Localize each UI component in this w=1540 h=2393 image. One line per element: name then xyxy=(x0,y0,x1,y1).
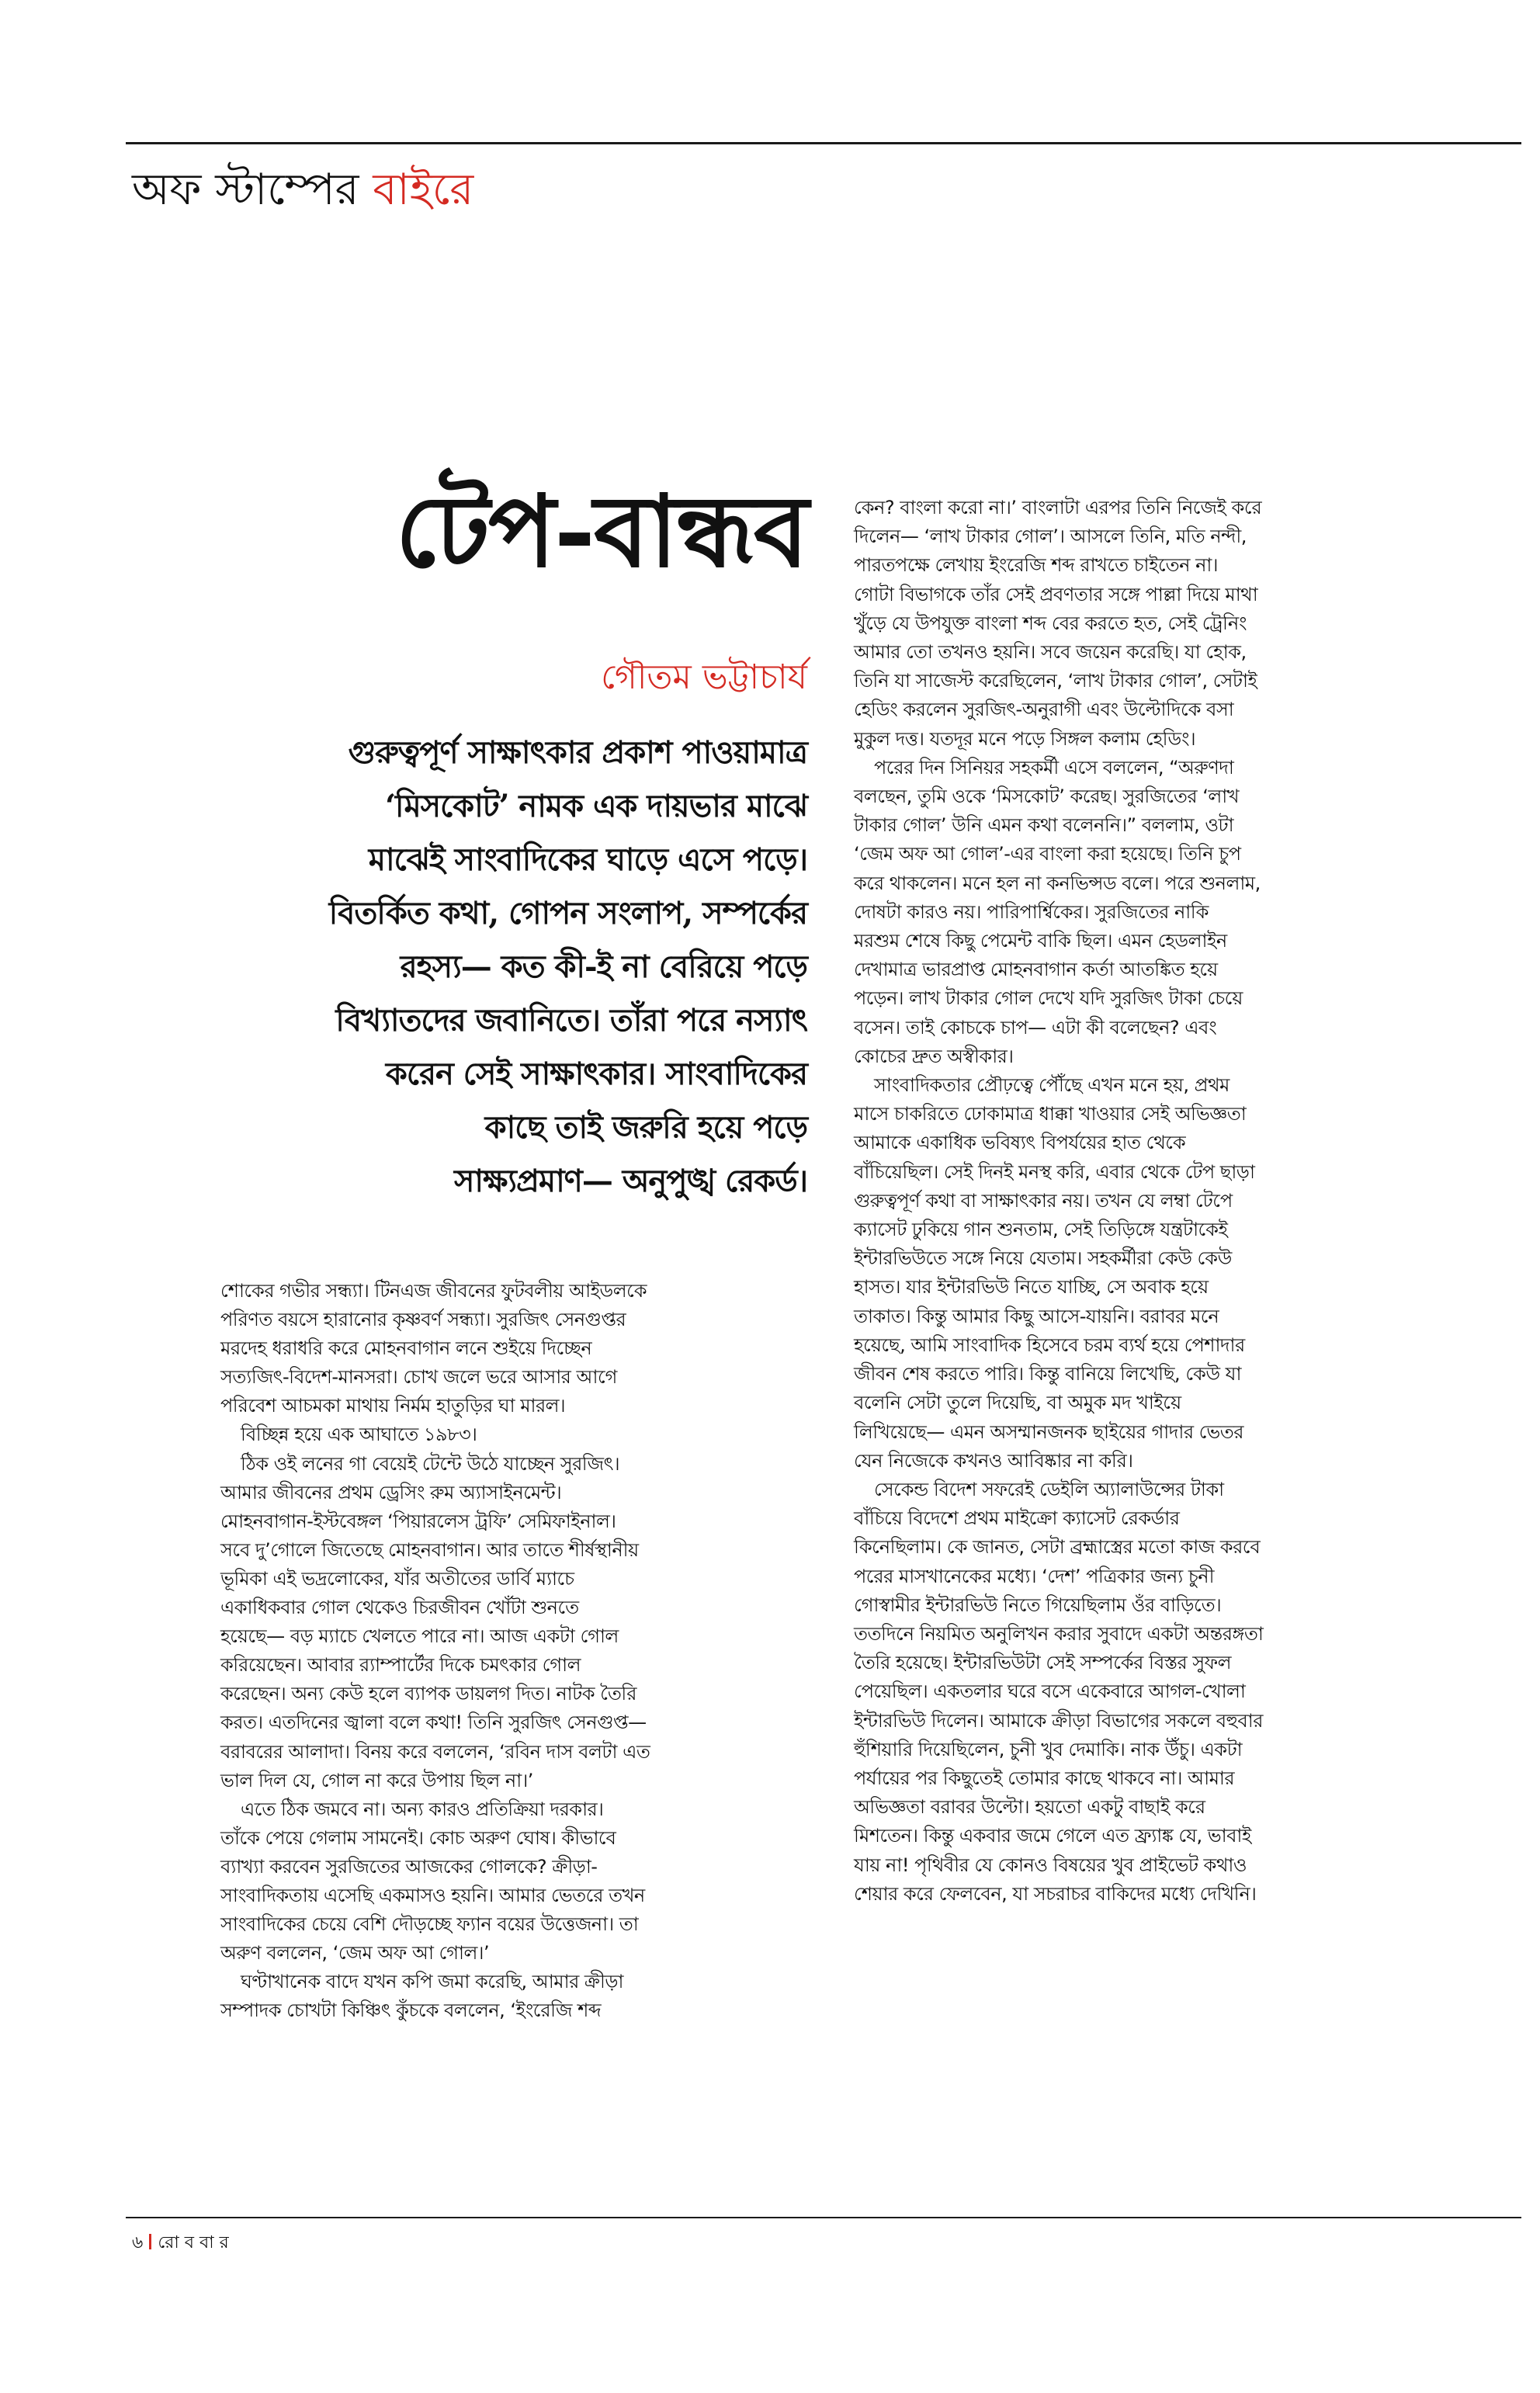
body-line: করে থাকলেন। মনে হল না কনভিন্সড বলে। পরে শুনলাম, xyxy=(854,872,1261,894)
section-title-part2: বাইরে xyxy=(373,165,474,215)
standfirst-line: বিখ্যাতদের জবানিতে। তাঁরা পরে নস্যাৎ xyxy=(335,1002,807,1039)
body-line: করত। এতদিনের জ্বালা বলে কথা! তিনি সুরজিৎ সেনগুপ্ত— xyxy=(220,1712,647,1734)
body-line: বসেন। তাই কোচকে চাপ— এটা কী বলেছেন? এবং xyxy=(854,1016,1217,1039)
body-line: তৈরি হয়েছে। ইন্টারভিউটা সেই সম্পর্কের বিস্তর সুফল xyxy=(854,1652,1232,1674)
bottom-rule xyxy=(126,2217,1521,2218)
section-title xyxy=(132,159,473,221)
author-text: গৌতম ভট্টাচার্য xyxy=(601,657,807,697)
body-line: পরিবেশ আচমকা মাথায় নির্মম হাতুড়ির ঘা মারল। xyxy=(220,1395,566,1417)
body-line: তাকাত। কিন্তু আমার কিছু আসে-যায়নি। বরাবর মনে xyxy=(854,1305,1219,1327)
body-line: পরিণত বয়সে হারানোর কৃষ্ণবর্ণ সন্ধ্যা। সুরজিৎ সেনগুপ্তর xyxy=(220,1309,626,1331)
body-line: গোস্বামীর ইন্টারভিউ নিতে গিয়েছিলাম ওঁর বাড়িতে। xyxy=(854,1594,1222,1616)
body-line: মুকুল দত্ত। যতদূর মনে পড়ে সিঙ্গল কলাম হেডিং। xyxy=(854,727,1196,750)
body-line: পেয়েছিল। একতলার ঘরে বসে একেবারে আগল-খোলা xyxy=(854,1680,1246,1703)
body-line: ঘণ্টাখানেক বাদে যখন কপি জমা করেছি, আমার ক্রীড়া xyxy=(241,1971,623,1993)
standfirst-line: গুরুত্বপূর্ণ সাক্ষাৎকার প্রকাশ পাওয়ামাত্র xyxy=(348,734,807,771)
body-line: কিনেছিলাম। কে জানত, সেটা ব্রহ্মাস্ত্রের মতো কাজ করবে xyxy=(854,1536,1261,1559)
body-line: ‘জেম অফ আ গোল’-এর বাংলা করা হয়েছে। তিনি চুপ xyxy=(854,843,1241,865)
article-author xyxy=(404,652,807,703)
body-line: মরশুম শেষে কিছু পেমেন্ট বাকি ছিল। এমন হেডলাইন xyxy=(854,930,1227,952)
body-column-right xyxy=(854,494,1444,1909)
footer-divider xyxy=(149,2234,151,2249)
body-line: দিলেন— ‘লাখ টাকার গোল’। আসলে তিনি, মতি নন্দী, xyxy=(854,525,1247,548)
body-line: টাকার গোল’ উনি এমন কথা বলেননি।” বললাম, ওটা xyxy=(854,814,1234,837)
body-line: মোহনবাগান-ইস্টবেঙ্গল ‘পিয়ারলেস ট্রফি’ সেমিফাইনাল। xyxy=(220,1510,616,1532)
body-line: বলছেন, তুমি ওকে ‘মিসকোট’ করেছ। সুরজিতের ‘লাখ xyxy=(854,786,1239,808)
standfirst-line: রহস্য— কত কী-ই না বেরিয়ে পড়ে xyxy=(400,949,807,985)
section-title-part1: অফ স্টাম্পের xyxy=(132,165,359,215)
article-headline xyxy=(326,466,807,598)
body-line: একাধিকবার গোল থেকেও চিরজীবন খোঁটা শুনতে xyxy=(220,1597,579,1619)
body-line: হুঁশিয়ারি দিয়েছিলেন, চুনী খুব দেমাকি। নাক উঁচু। একটা xyxy=(854,1738,1243,1760)
body-line: অরুণ বললেন, ‘জেম অফ আ গোল।’ xyxy=(220,1942,490,1965)
body-line: বাঁচিয়েছিল। সেই দিনই মনস্থ করি, এবার থেকে টেপ ছাড়া xyxy=(854,1160,1255,1183)
body-line: ব্যাখ্যা করবেন সুরজিতের আজকের গোলকে? ক্রীড়া- xyxy=(220,1855,598,1878)
body-column-left xyxy=(220,1277,768,2025)
standfirst-line: ‘মিসকোট’ নামক এক দায়ভার মাঝে xyxy=(385,788,807,824)
body-line: সাংবাদিকের চেয়ে বেশি দৌড়চ্ছে ফ্যান বয়ের উত্তেজনা। তা xyxy=(220,1913,639,1936)
body-line: তাঁকে পেয়ে গেলাম সামনেই। কোচ অরুণ ঘোষ। কীভাবে xyxy=(220,1826,616,1849)
body-line: মরদেহ ধরাধরি করে মোহনবাগান লনে শুইয়ে দিচ্ছেন xyxy=(220,1337,592,1360)
body-line: ভূমিকা এই ভদ্রলোকের, যাঁর অতীতের ডার্বি ম্যাচে xyxy=(220,1567,574,1590)
body-line: গুরুত্বপূর্ণ কথা বা সাক্ষাৎকার নয়। তখন যে লম্বা টেপে xyxy=(854,1189,1233,1212)
body-line: শোকের গভীর সন্ধ্যা। টিনএজ জীবনের ফুটবলীয় আইডলকে xyxy=(220,1280,647,1302)
page-footer xyxy=(132,2232,229,2255)
standfirst-line: বিতর্কিত কথা, গোপন সংলাপ, সম্পর্কের xyxy=(328,895,807,931)
body-line: করেছেন। অন্য কেউ হলে ব্যাপক ডায়লগ দিত। নাটক তৈরি xyxy=(220,1683,636,1705)
body-line: ইন্টারভিউতে সঙ্গে নিয়ে যেতাম। সহকর্মীরা কেউ কেউ xyxy=(854,1247,1232,1270)
body-line: কেন? বাংলা করো না।’ বাংলাটা এরপর তিনি নিজেই করে xyxy=(854,497,1262,518)
body-line: এতে ঠিক জমবে না। অন্য কারও প্রতিক্রিয়া দরকার। xyxy=(241,1798,604,1820)
body-line: কোচের দ্রুত অস্বীকার। xyxy=(854,1045,1014,1067)
body-line: যেন নিজেকে কখনও আবিষ্কার না করি। xyxy=(854,1449,1133,1472)
body-line: ঠিক ওই লনের গা বেয়েই টেন্টে উঠে যাচ্ছেন সুরজিৎ। xyxy=(241,1452,620,1475)
body-line: ইন্টারভিউ দিলেন। আমাকে ক্রীড়া বিভাগের সকলে বহুবার xyxy=(854,1709,1263,1732)
body-line: বিচ্ছিন্ন হয়ে এক আঘাতে ১৯৮৩। xyxy=(241,1424,477,1446)
body-line: সেকেন্ড বিদেশ সফরেই ডেইলি অ্যালাউন্সের টাকা xyxy=(874,1478,1224,1500)
body-line: হয়েছে— বড় ম্যাচে খেলতে পারে না। আজ একটা গোল xyxy=(220,1625,619,1648)
standfirst-line: সাক্ষ্যপ্রমাণ— অনুপুঙ্খ রেকর্ড। xyxy=(453,1163,807,1199)
body-line: পরের মাসখানেকের মধ্যে। ‘দেশ’ পত্রিকার জন্য চুনী xyxy=(854,1565,1214,1587)
body-line: দেখামাত্র ভারপ্রাপ্ত মোহনবাগান কর্তা আতঙ্কিত হয়ে xyxy=(854,959,1218,981)
body-line: ততদিনে নিয়মিত অনুলিখন করার সুবাদে একটা অন্তরঙ্গতা xyxy=(854,1622,1264,1645)
body-line: দোষটা কারও নয়। পারিপার্শ্বিকের। সুরজিতের নাকি xyxy=(854,900,1209,923)
body-line: গোটা বিভাগকে তাঁর সেই প্রবণতার সঙ্গে পাল্লা দিয়ে মাথা xyxy=(854,583,1258,605)
body-line: আমার জীবনের প্রথম ড্রেসিং রুম অ্যাসাইনমেন্ট। xyxy=(220,1481,562,1503)
body-line: পরের দিন সিনিয়র সহকর্মী এসে বললেন, “অরুণদা xyxy=(874,756,1234,779)
body-line: তিনি যা সাজেস্ট করেছিলেন, ‘লাখ টাকার গোল’, সেটাই xyxy=(854,670,1257,692)
body-line: বাঁচিয়ে বিদেশে প্রথম মাইক্রো ক্যাসেট রেকর্ডার xyxy=(854,1507,1180,1530)
body-line: সাংবাদিকতার প্রৌঢ়ত্বে পৌঁছে এখন মনে হয়, প্রথম xyxy=(874,1074,1230,1097)
body-line: হেডিং করলেন সুরজিৎ-অনুরাগী এবং উল্টোদিকে বসা xyxy=(854,699,1234,721)
body-line: সাংবাদিকতায় এসেছি একমাসও হয়নি। আমার ভেতরে তখন xyxy=(220,1884,645,1906)
body-line: জীবন শেষ করতে পারি। কিন্তু বানিয়ে লিখেছি, কেউ যা xyxy=(854,1363,1241,1386)
body-line: বরাবরের আলাদা। বিনয় করে বললেন, ‘রবিন দাস বলটা এত xyxy=(220,1740,650,1763)
body-line: পর্যায়ের পর কিছুতেই তোমার কাছে থাকবে না। আমার xyxy=(854,1767,1235,1789)
body-line: যায় না! পৃথিবীর যে কোনও বিষয়ের খুব প্রাইভেট কথাও xyxy=(854,1854,1247,1876)
body-line: অভিজ্ঞতা বরাবর উল্টো। হয়তো একটু বাছাই করে xyxy=(854,1796,1205,1819)
body-line: বলেনি সেটা তুলে দিয়েছি, বা অমুক মদ খাইয়ে xyxy=(854,1392,1181,1414)
body-line: লিখিয়েছে— এমন অসম্মানজনক ছাইয়ের গাদার ভেতর xyxy=(854,1420,1243,1443)
body-line: মাসে চাকরিতে ঢোকামাত্র ধাক্কা খাওয়ার সেই অভিজ্ঞতা xyxy=(854,1103,1247,1125)
body-line: ভাল দিল যে, গোল না করে উপায় ছিল না।’ xyxy=(220,1769,533,1791)
body-line: ক্যাসেট ঢুকিয়ে গান শুনতাম, সেই তিড়িঙ্গে যন্ত্রটাকেই xyxy=(854,1219,1228,1241)
body-line: সত্যজিৎ-বিদেশ-মানসরা। চোখ জলে ভরে আসার আগে xyxy=(220,1366,617,1389)
body-line: হয়েছে, আমি সাংবাদিক হিসেবে চরম ব্যর্থ হয়ে পেশাদার xyxy=(854,1333,1245,1356)
standfirst-line: মাঝেই সাংবাদিকের ঘাড়ে এসে পড়ে। xyxy=(368,841,807,878)
publication-name: রো ব বা র xyxy=(158,2233,229,2253)
page-number: ৬ xyxy=(132,2233,144,2253)
headline-text: টেপ-বান্ধব xyxy=(395,473,807,590)
standfirst-line: কাছে তাই জরুরি হয়ে পড়ে xyxy=(484,1109,807,1146)
body-line: আমাকে একাধিক ভবিষ্যৎ বিপর্যয়ের হাত থেকে xyxy=(854,1132,1186,1154)
body-line: শেয়ার করে ফেলবেন, যা সচরাচর বাকিদের মধ্যে দেখিনি। xyxy=(854,1882,1257,1905)
body-line: সম্পাদক চোখটা কিঞ্চিৎ কুঁচকে বললেন, ‘ইংরেজি শব্দ xyxy=(220,1999,602,2022)
article-standfirst xyxy=(203,726,807,1208)
body-line: পারতপক্ষে লেখায় ইংরেজি শব্দ রাখতে চাইতেন না। xyxy=(854,554,1218,577)
body-line: হাসত। যার ইন্টারভিউ নিতে যাচ্ছি, সে অবাক হয়ে xyxy=(854,1276,1209,1299)
body-line: খুঁড়ে যে উপযুক্ত বাংলা শব্দ বের করতে হত, সেই ট্রেনিং xyxy=(854,612,1247,634)
body-line: পড়েন। লাখ টাকার গোল দেখে যদি সুরজিৎ টাকা চেয়ে xyxy=(854,987,1243,1010)
body-line: মিশতেন। কিন্তু একবার জমে গেলে এত ফ্র্যাঙ্ক যে, ভাবাই xyxy=(854,1825,1251,1847)
top-rule xyxy=(126,142,1521,144)
body-line: সবে দু’গোলে জিতেছে মোহনবাগান। আর তাতে শীর্ষস্থানীয় xyxy=(220,1538,639,1561)
standfirst-line: করেন সেই সাক্ষাৎকার। সাংবাদিকের xyxy=(385,1056,807,1092)
body-line: আমার তো তখনও হয়নি। সবে জয়েন করেছি। যা হোক, xyxy=(854,641,1247,664)
body-line: করিয়েছেন। আবার র‍্যাম্পার্টের দিকে চমৎকার গোল xyxy=(220,1654,581,1677)
